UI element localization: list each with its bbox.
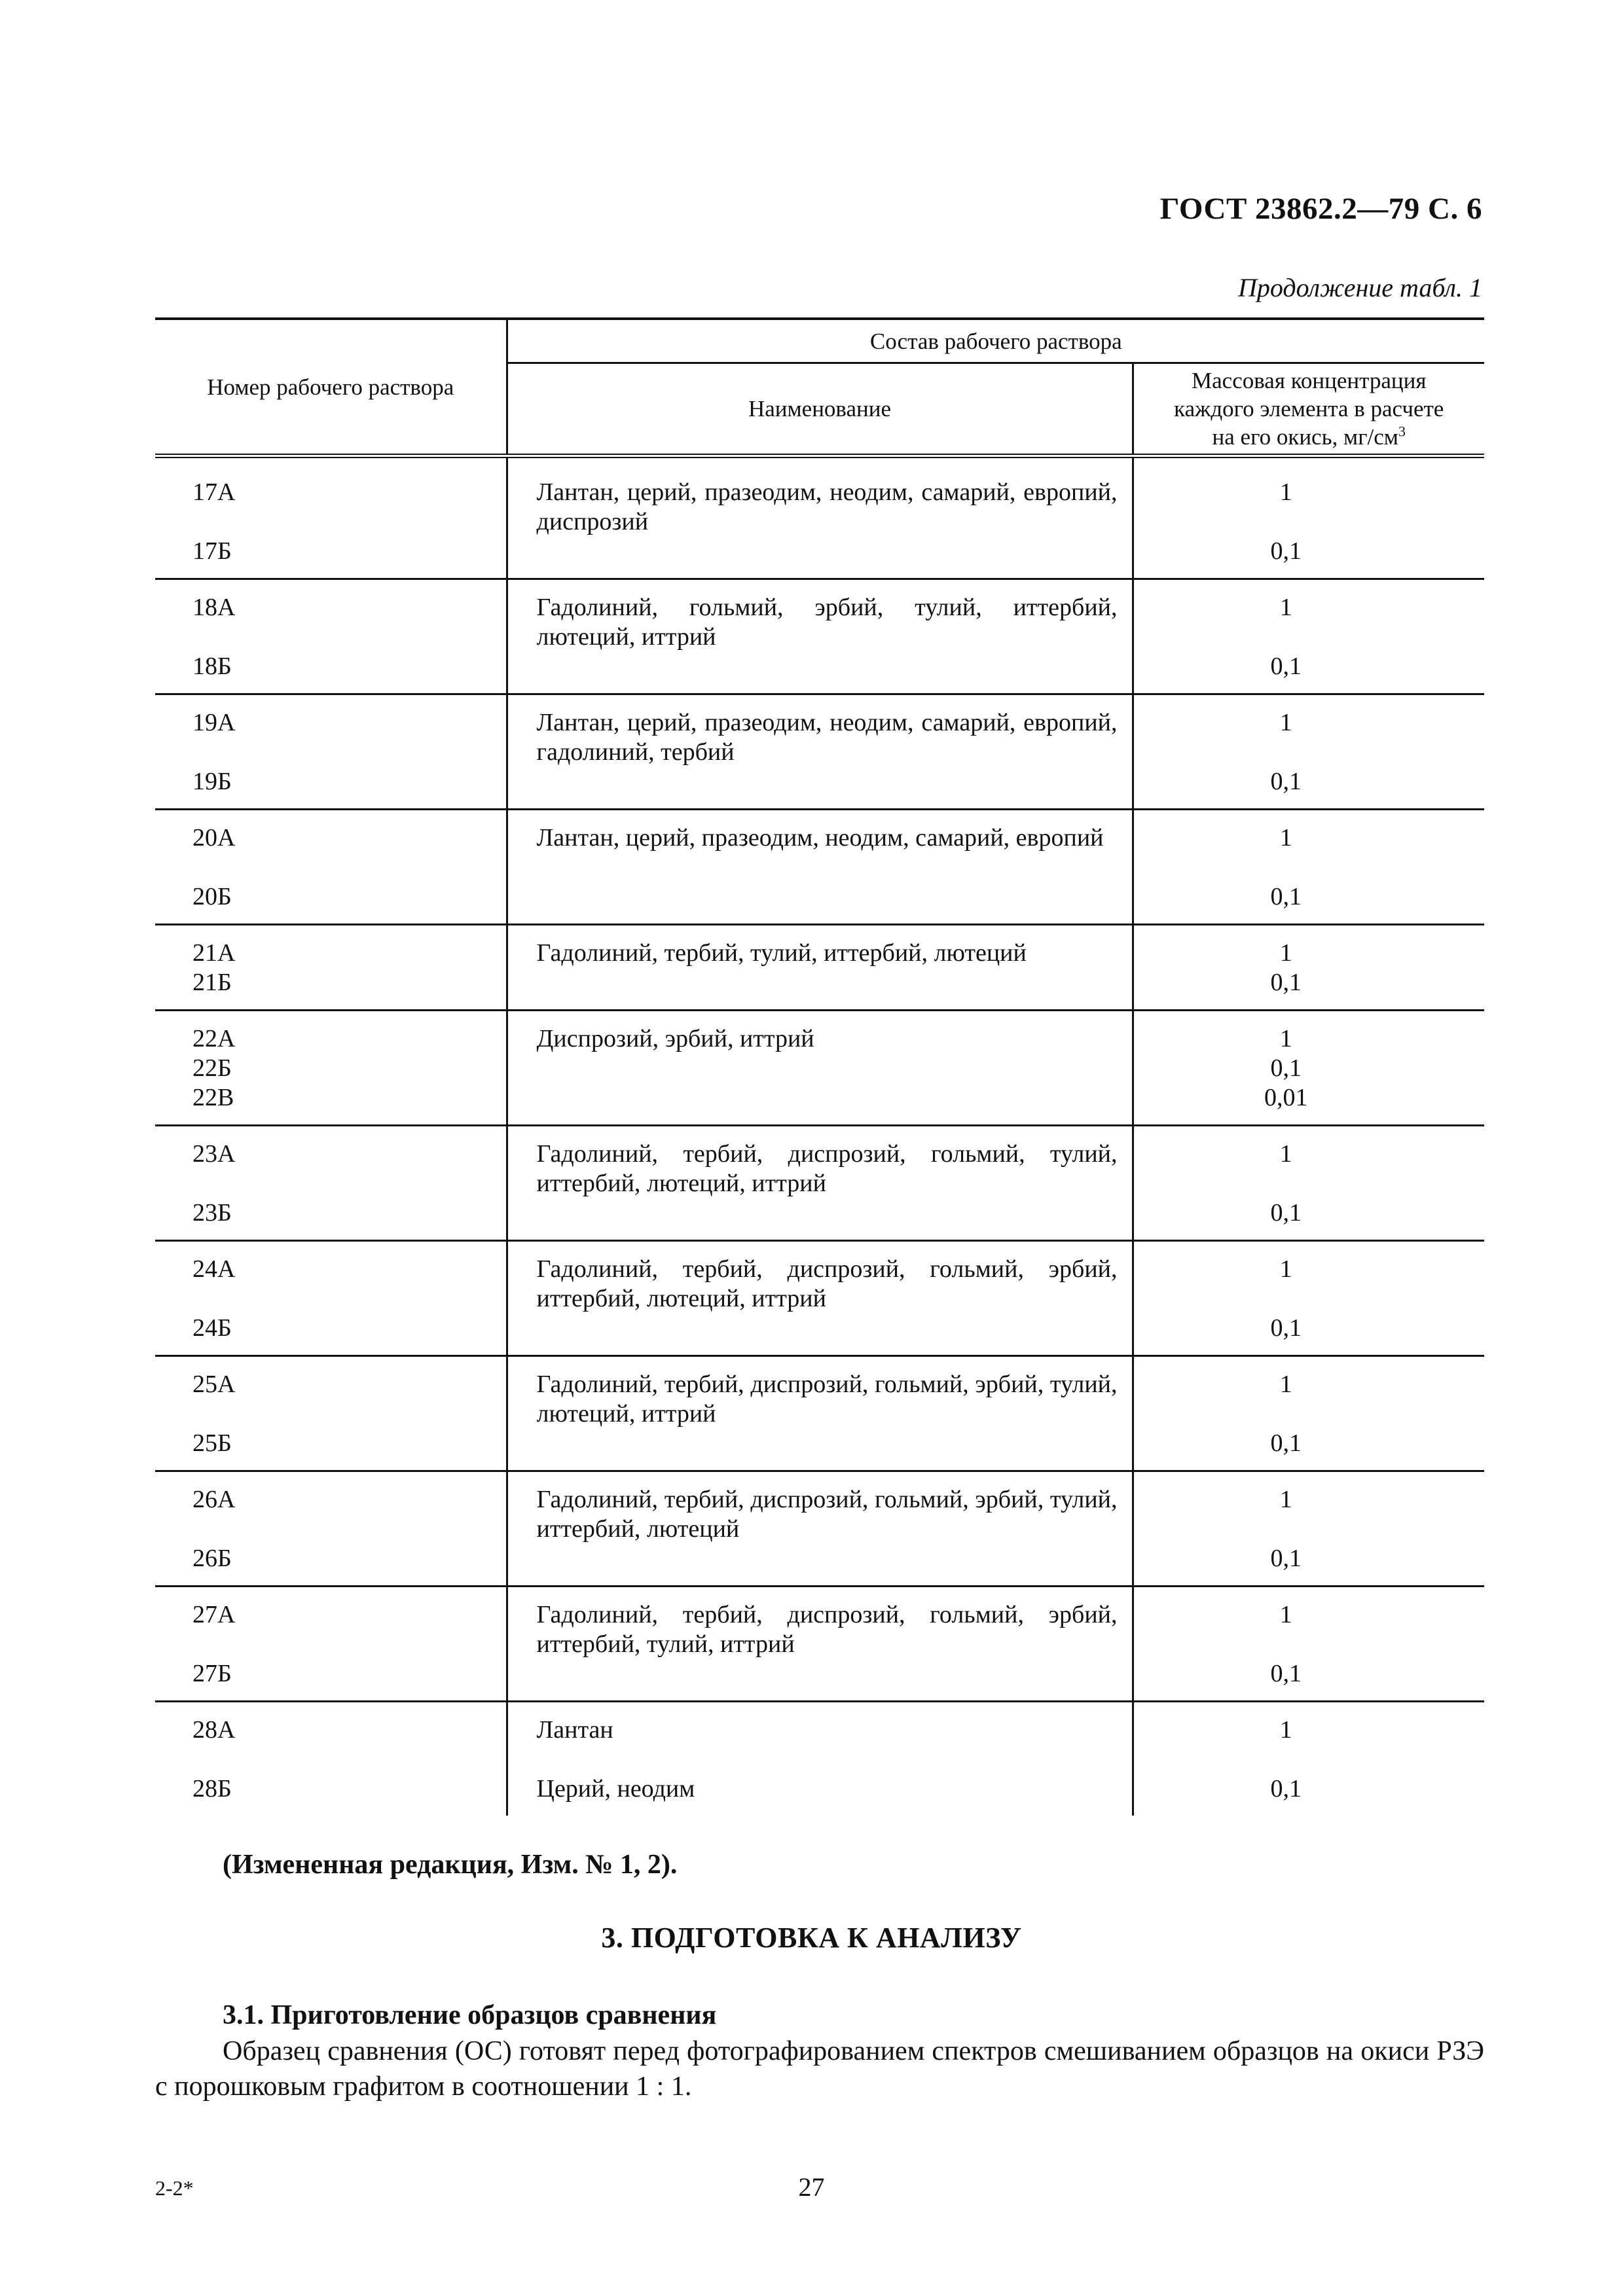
- element-list: Лантан, церий, празеодим, неодим, самарий, европий, диспрозий: [536, 478, 1118, 535]
- solution-number-cell: [155, 694, 507, 810]
- concentration-value: 1: [1279, 594, 1292, 621]
- element-list: Диспрозий, эрбий, иттрий: [536, 1025, 814, 1052]
- solution-name-cell: [507, 925, 1133, 1011]
- table-row: [155, 1587, 1484, 1702]
- solution-code: 27А: [192, 1601, 236, 1628]
- table-row: [155, 1126, 1484, 1241]
- solution-name-cell: [507, 1241, 1133, 1356]
- concentration-value: 0,1: [1270, 1545, 1302, 1572]
- solution-code: 20Б: [192, 883, 232, 910]
- table-continuation-label: Продолжение табл. 1: [1237, 273, 1482, 302]
- concentration-cell: [1133, 1241, 1484, 1356]
- body-paragraph: Образец сравнения (ОС) готовят перед фотографированием спектров смешиванием образцов на окиси РЗЭ с порошковым графитом в соотношении 1 : 1.: [155, 2036, 1484, 2102]
- solution-name-cell: [507, 1587, 1133, 1702]
- solution-name-cell: [507, 1126, 1133, 1241]
- element-list: Лантан, церий, празеодим, неодим, самарий, европий: [536, 824, 1104, 852]
- concentration-value: 1: [1279, 1486, 1292, 1513]
- concentration-value: 0,01: [1264, 1084, 1308, 1111]
- solutions-table: [155, 317, 1484, 1816]
- solution-code: 18Б: [192, 653, 232, 680]
- concentration-value: 0,1: [1270, 1660, 1302, 1687]
- table-row: [155, 810, 1484, 925]
- concentration-value: 1: [1279, 939, 1292, 967]
- concentration-cell: [1133, 1011, 1484, 1126]
- solution-code: 22Б: [192, 1054, 232, 1082]
- table-row: [155, 579, 1484, 694]
- element-list: Гадолиний, тербий, тулий, иттербий, лютеций: [536, 939, 1027, 967]
- solution-code: 26А: [192, 1486, 236, 1513]
- solution-name-cell: [507, 579, 1133, 694]
- solution-code: 23Б: [192, 1199, 232, 1227]
- solution-code: 21Б: [192, 969, 232, 996]
- concentration-cell: [1133, 925, 1484, 1011]
- element-list: Гадолиний, тербий, диспрозий, гольмий, эрбий, тулий, иттербий, лютеций: [536, 1486, 1118, 1543]
- concentration-value: 1: [1279, 1025, 1292, 1052]
- concentration-value: 1: [1279, 1716, 1292, 1744]
- element-list: Лантан, церий, празеодим, неодим, самарий, европий, гадолиний, тербий: [536, 709, 1118, 766]
- solution-code: 17А: [192, 478, 236, 506]
- table-row: [155, 1356, 1484, 1471]
- solution-number-cell: [155, 810, 507, 925]
- document-reference: ГОСТ 23862.2—79 С. 6: [1159, 192, 1482, 226]
- concentration-value: 0,1: [1270, 1314, 1302, 1342]
- concentration-cell: [1133, 456, 1484, 579]
- solution-name-cell: [507, 1702, 1133, 1816]
- solution-code: 22В: [192, 1084, 234, 1111]
- concentration-value: 1: [1279, 1601, 1292, 1628]
- concentration-value: 1: [1279, 709, 1292, 736]
- solution-name-cell: [507, 456, 1133, 579]
- concentration-value: 0,1: [1270, 537, 1302, 565]
- element-list: Гадолиний, тербий, диспрозий, гольмий, эрбий, тулий, лютеций, иттрий: [536, 1371, 1118, 1427]
- concentration-cell: [1133, 1356, 1484, 1471]
- solution-number-cell: [155, 1241, 507, 1356]
- subsection-title: 3.1. Приготовление образцов сравнения: [223, 2000, 717, 2030]
- solution-code: 24А: [192, 1255, 236, 1283]
- solution-code: 28А: [192, 1716, 236, 1744]
- table-row: [155, 1471, 1484, 1587]
- solution-number-cell: [155, 1356, 507, 1471]
- table-row: [155, 1011, 1484, 1126]
- solution-code: 20А: [192, 824, 236, 852]
- concentration-cell: [1133, 579, 1484, 694]
- sheet-mark: 2-2*: [155, 2176, 194, 2200]
- concentration-value: 0,1: [1270, 969, 1302, 996]
- solution-number-cell: [155, 1587, 507, 1702]
- solution-name-cell: [507, 1011, 1133, 1126]
- column-header-name: Наименование: [507, 363, 1133, 456]
- solution-code: 18А: [192, 594, 236, 621]
- solution-number-cell: [155, 1702, 507, 1816]
- element-list: Гадолиний, тербий, диспрозий, гольмий, эрбий, иттербий, лютеций, иттрий: [536, 1255, 1118, 1312]
- section-title: 3. ПОДГОТОВКА К АНАЛИЗУ: [601, 1922, 1022, 1954]
- solution-code: 26Б: [192, 1545, 232, 1572]
- element-list: Гадолиний, гольмий, эрбий, тулий, иттербий, лютеций, иттрий: [536, 594, 1118, 651]
- element-name: Церий, неодим: [536, 1775, 695, 1803]
- solution-code: 24Б: [192, 1314, 232, 1342]
- table-row: [155, 1241, 1484, 1356]
- solution-code: 25Б: [192, 1429, 232, 1457]
- solution-name-cell: [507, 1471, 1133, 1587]
- solution-code: 17Б: [192, 537, 232, 565]
- concentration-value: 0,1: [1270, 1775, 1302, 1803]
- table-row: [155, 925, 1484, 1011]
- solution-number-cell: [155, 1471, 507, 1587]
- column-header-concentration: Массовая концентрация каждого элемента в расчете на его окись, $мг/см^3$: [1133, 363, 1484, 456]
- solution-code: 28Б: [192, 1775, 232, 1803]
- solution-number-cell: [155, 579, 507, 694]
- column-header-composition: Состав рабочего раствора: [507, 319, 1484, 363]
- concentration-cell: [1133, 1471, 1484, 1587]
- solution-code: 22А: [192, 1025, 236, 1052]
- solution-code: 27Б: [192, 1660, 232, 1687]
- concentration-value: 1: [1279, 1255, 1292, 1283]
- solution-number-cell: [155, 1011, 507, 1126]
- concentration-cell: [1133, 1126, 1484, 1241]
- table-row: [155, 694, 1484, 810]
- solution-code: 23А: [192, 1140, 236, 1168]
- element-list: Гадолиний, тербий, диспрозий, гольмий, эрбий, иттербий, тулий, иттрий: [536, 1601, 1118, 1658]
- concentration-value: 0,1: [1270, 653, 1302, 680]
- solution-number-cell: [155, 925, 507, 1011]
- solution-number-cell: [155, 1126, 507, 1241]
- concentration-cell: [1133, 694, 1484, 810]
- concentration-value: 0,1: [1270, 768, 1302, 795]
- concentration-value: 0,1: [1270, 883, 1302, 910]
- solution-name-cell: [507, 810, 1133, 925]
- solution-code: 21А: [192, 939, 236, 967]
- concentration-value: 0,1: [1270, 1429, 1302, 1457]
- column-header-number: Номер рабочего раствора: [155, 319, 507, 456]
- page-number: 27: [798, 2172, 825, 2202]
- table-row: [155, 1702, 1484, 1816]
- concentration-cell: [1133, 1702, 1484, 1816]
- table-row: [155, 456, 1484, 579]
- solution-code: 19Б: [192, 768, 232, 795]
- concentration-value: 1: [1279, 1140, 1292, 1168]
- concentration-value: 1: [1279, 478, 1292, 506]
- element-name: Лантан: [536, 1716, 613, 1744]
- solution-code: 19А: [192, 709, 236, 736]
- concentration-value: 0,1: [1270, 1054, 1302, 1082]
- concentration-value: 0,1: [1270, 1199, 1302, 1227]
- amendment-note: (Измененная редакция, Изм. № 1, 2).: [223, 1850, 678, 1880]
- concentration-value: 1: [1279, 824, 1292, 852]
- solution-code: 25А: [192, 1371, 236, 1398]
- solution-name-cell: [507, 694, 1133, 810]
- concentration-cell: [1133, 810, 1484, 925]
- element-list: Гадолиний, тербий, диспрозий, гольмий, тулий, иттербий, лютеций, иттрий: [536, 1140, 1118, 1197]
- solution-number-cell: [155, 456, 507, 579]
- concentration-cell: [1133, 1587, 1484, 1702]
- concentration-value: 1: [1279, 1371, 1292, 1398]
- solution-name-cell: [507, 1356, 1133, 1471]
